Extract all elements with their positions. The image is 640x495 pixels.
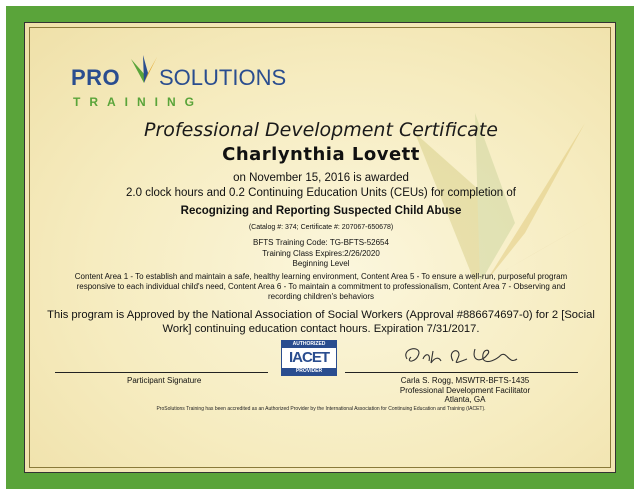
awarded-line: on November 15, 2016 is awarded — [233, 172, 409, 184]
class-expires: Training Class Expires:2/26/2020 — [262, 249, 380, 258]
approval-statement: This program is Approved by the National Association of Social Workers (Approval #886674697-0) for 2 [Social Work] continuing education contact hours. Expiration 7/31/2017. — [47, 309, 595, 335]
content-areas: Content Area 1 - To establish and maintain a safe, healthy learning environment, Content Area 5 - To ensure a well-run, purposeful program responsive to each individual child's need, Content Area 6 - To maintain a commitment to professionalism, Content Area 7 - Observing and recording children's behaviors — [74, 272, 568, 301]
recipient-name: Charlynthia Lovett — [222, 144, 420, 165]
accreditation-footer: ProSolutions Training has been accredited as an Authorized Provider by the International Association for Continuing Education and Training (IACET). — [156, 406, 486, 412]
logo-solutions-text: SOLUTIONS — [159, 65, 287, 90]
logo-pro-text: PRO — [71, 65, 121, 90]
iacet-badge — [281, 340, 337, 376]
level: Beginning Level — [292, 259, 350, 268]
iacet-name: IACET — [289, 349, 329, 366]
leaf-logo-icon — [127, 53, 161, 85]
logo-training-text: TRAINING — [73, 95, 203, 109]
facilitator-signature-line — [345, 372, 578, 373]
certificate-title: Professional Development Certificate — [144, 119, 498, 141]
hours-line: 2.0 clock hours and 0.2 Continuing Education Units (CEUs) for completion of — [126, 187, 516, 199]
training-code: BFTS Training Code: TG-BFTS-52654 — [253, 238, 389, 247]
facilitator-name: Carla S. Rogg, MSWTR-BFTS-1435 — [400, 376, 530, 385]
catalog-line: (Catalog #: 374; Certificate #: 207067-650678) — [248, 224, 394, 231]
course-title: Recognizing and Reporting Suspected Child Abuse — [180, 205, 462, 217]
facilitator-location: Atlanta, GA — [444, 395, 486, 404]
certificate-paper — [24, 22, 616, 473]
iacet-authorized: AUTHORIZED — [282, 341, 336, 348]
participant-signature-line — [55, 372, 268, 373]
facilitator-signature-icon — [397, 341, 527, 371]
facilitator-title: Professional Development Facilitator — [399, 385, 531, 395]
facilitator-block — [355, 376, 575, 405]
iacet-provider: PROVIDER — [282, 368, 336, 375]
participant-signature-label: Participant Signature — [127, 376, 202, 385]
